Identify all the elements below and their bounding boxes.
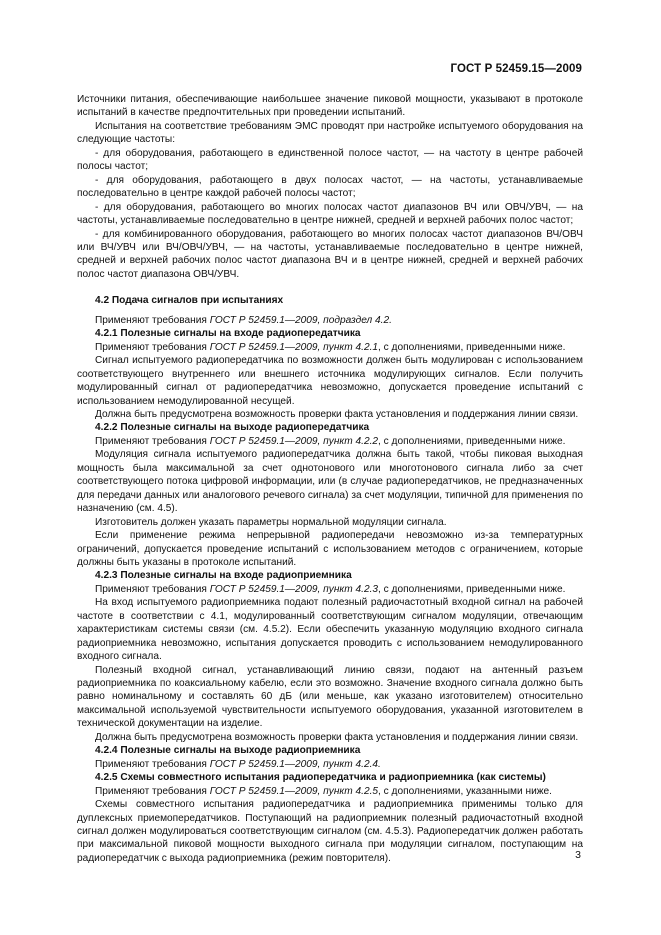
- paragraph: [77, 314, 583, 327]
- text: Применяют требования: [95, 435, 210, 447]
- standard-reference: ГОСТ Р 52459.1—2009, пункт 4.2.1: [209, 341, 379, 353]
- text: Применяют требования: [95, 785, 210, 797]
- text: Применяют требования: [95, 341, 210, 353]
- paragraph: [77, 758, 583, 771]
- section-heading-4-2-1: 4.2.1 Полезные сигналы на входе радиопередатчика: [95, 328, 361, 340]
- paragraph: [77, 435, 583, 448]
- list-item: - для оборудования, работающего в двух полосах частот, — на частоты, устанавливаемые последовательно в центре каждой рабочей полосы частот;: [77, 174, 583, 200]
- paragraph: [77, 341, 583, 354]
- page-number: 3: [575, 849, 581, 861]
- paragraph: Сигнал испытуемого радиопередатчика по возможности должен быть модулирован с использованием соответствующего внутреннего или внешнего источника модулирующих сигналов. Если получить модулированный сигнал от радиопередатчика невозможно, допускается проведение испытаний с использованием немодулированной несущей.: [77, 355, 583, 407]
- standard-reference: ГОСТ Р 52459.1—2009, пункт 4.2.2: [209, 435, 379, 447]
- text: , с дополнениями, приведенными ниже.: [378, 435, 566, 447]
- paragraph: [77, 785, 583, 798]
- list-item: - для оборудования, работающего во многих полосах частот диапазонов ВЧ или ОВЧ/УВЧ, — на частоты, устанавливаемые последовательно в центре нижней, средней и верхней рабочих полос частот;: [77, 201, 583, 227]
- text: Применяют требования: [95, 314, 210, 326]
- section-heading-4-2-2: 4.2.2 Полезные сигналы на выходе радиопередатчика: [95, 422, 370, 434]
- paragraph: Должна быть предусмотрена возможность проверки факта установления и поддержания линии связи.: [95, 408, 579, 420]
- text: Применяют требования: [95, 758, 210, 770]
- paragraph: Должна быть предусмотрена возможность проверки факта установления и поддержания линии связи.: [95, 731, 579, 743]
- paragraph: Источники питания, обеспечивающие наибольшее значение пиковой мощности, указывают в протоколе испытаний в качестве предпочтительных при проведении испытаний.: [77, 94, 583, 119]
- spacer: [77, 281, 583, 294]
- standard-reference: ГОСТ Р 52459.1—2009, пункт 4.2.3: [209, 583, 379, 595]
- paragraph: Модуляция сигнала испытуемого радиопередатчика должна быть такой, чтобы пиковая выходная мощность была максимальной за счет однотонового или многотонового сигнала либо за счет соответствующего потока цифровой информации, или (в случае радиопередатчиков, не предназначенных для передачи данных или аналогового речевого сигнала) за счет модуляции, типичной для применения по назначению (см. 4.5).: [77, 449, 583, 515]
- paragraph: Испытания на соответствие требованиям ЭМС проводят при настройке испытуемого оборудования на следующие частоты:: [77, 120, 583, 146]
- list-item: - для комбинированного оборудования, работающего во многих полосах частот диапазонов ВЧ/ОВЧ или ВЧ/УВЧ или ВЧ/ОВЧ/УВЧ, — на частоты, устанавливаемые последовательно в центре нижней, средней и верхней рабочих полос частот диапазона ВЧ и в центре нижней, средней и верхней рабочих полос частот диапазона ОВЧ/УВЧ.: [77, 228, 583, 280]
- paragraph: На вход испытуемого радиоприемника подают полезный радиочастотный входной сигнал на рабочей частоте в соответствии с 4.1, модулированный соответствующим сигналом модуляции, отвечающим характеристикам системы связи (см. 4.5.2). Если обеспечить указанную модуляцию входного сигнала радиоприемника невозможно, испытания допускается проводить с использованием немодулированного входного сигнала.: [77, 597, 583, 663]
- paragraph: Если применение режима непрерывной радиопередачи невозможно из-за температурных ограничений, допускается проведение испытаний с использованием методов с ограничением, которые должны быть указаны в протоколе испытаний.: [77, 530, 583, 568]
- standard-reference: ГОСТ Р 52459.1—2009, пункт 4.2.5: [209, 785, 379, 797]
- text: , с дополнениями, приведенными ниже.: [378, 341, 566, 353]
- text: , с дополнениями, указанными ниже.: [378, 785, 552, 797]
- paragraph: Изготовитель должен указать параметры нормальной модуляции сигнала.: [95, 516, 447, 528]
- section-heading-4-2-4: 4.2.4 Полезные сигналы на выходе радиоприемника: [95, 745, 361, 757]
- paragraph: Полезный входной сигнал, устанавливающий линию связи, подают на антенный разъем радиоприемника по коаксиальному кабелю, если это возможно. Значение входного сигнала должно быть равно номинальному и составлять 60 дБ (или меньше, как указано изготовителем) относительно максимальной используемой чувствительности испытуемого оборудования, указанной изготовителем в технической документации на изделие.: [77, 664, 583, 730]
- section-heading-4-2: 4.2 Подача сигналов при испытаниях: [95, 295, 284, 307]
- standard-reference: ГОСТ Р 52459.1—2009, подраздел 4.2.: [209, 314, 392, 326]
- document-body: [77, 93, 583, 865]
- section-heading-4-2-3: 4.2.3 Полезные сигналы на входе радиоприемника: [95, 570, 352, 582]
- paragraph: Схемы совместного испытания радиопередатчика и радиоприемника применимы только для дуплексных приемопередатчиков. Поступающий на радиоприемник полезный радиочастотный входной сигнал должен модулироваться соответствующим сигналом (см. 4.5.3). Радиопередатчик должен работать при максимальной пиковой мощности выходного сигнала при модуляции сигналом, поступающим на радиопередатчик с выхода радиоприемника (режим повторителя).: [77, 799, 583, 864]
- text: , с дополнениями, приведенными ниже.: [378, 583, 566, 595]
- standard-header: ГОСТ Р 52459.15—2009: [450, 63, 582, 75]
- section-heading-4-2-5: 4.2.5 Схемы совместного испытания радиопередатчика и радиоприемника (как системы): [95, 772, 546, 784]
- standard-reference: ГОСТ Р 52459.1—2009, пункт 4.2.4.: [209, 758, 381, 770]
- text: Применяют требования: [95, 583, 210, 595]
- paragraph: [77, 583, 583, 596]
- list-item: - для оборудования, работающего в единственной полосе частот, — на частоту в центре рабочей полосы частот;: [77, 147, 583, 173]
